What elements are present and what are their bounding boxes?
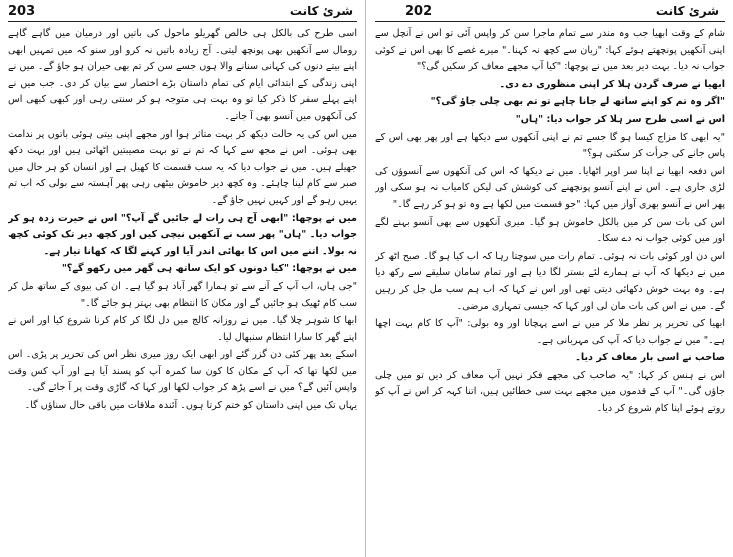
left-page [0, 0, 366, 557]
paragraph: اس کی بات سن کر میں بالکل خاموش ہو گیا۔ میری آنکھوں سے بھی آنسو بہنے لگے اور میں کوئی جواب نہ دے سکا۔ [375, 216, 725, 245]
left-header-rule [8, 21, 357, 22]
right-header-rule [375, 21, 725, 22]
paragraph: "جی ہاں، اب آپ کے آنے سے تو ہمارا گھر آباد ہو گیا ہے۔ ان کی بیوی کے ساتھ مل کر سب کام ٹھیک ہو جائیں گے اور مکان کا انتظام بھی بہتر ہو جائے گا۔" [8, 280, 357, 309]
paragraph: میں اس کی یہ حالت دیکھ کر بہت متاثر ہوا اور مجھے اپنی بیتی ہوئی باتوں پر ندامت بھی ہوئی۔ اس نے مجھ سے کہا کہ تم نے تو بہت مصیبتیں اٹھائی ہیں اور بہت دکھ جھیلے ہیں۔ میں نے جواب دیا کہ یہ سب قسمت کا کھیل ہے اور انسان کو ہر حال میں صبر سے کام لینا چاہئے۔ وہ کچھ دیر خاموش بیٹھی رہی پھر آہستہ سے بولی کہ اب تم یہیں رہو گے اور کہیں نہیں جاؤ گے۔ [8, 128, 357, 206]
paragraph: یہاں تک میں اپنی داستان کو ختم کرتا ہوں۔ آئندہ ملاقات میں باقی حال سناؤں گا۔ [24, 400, 357, 412]
paragraph: "یہ ابھی کا مزاج کیسا ہو گا جسے تم نے اپنی آنکھوں سے دیکھا ہے اور پھر بھی اس کے پاس جانے کی جرأت کر سکتی ہو؟" [375, 131, 725, 160]
paragraph: اس دفعہ ابھیا نے اپنا سر اوپر اٹھایا۔ میں نے دیکھا کہ اس کی آنکھوں سے آنسوؤں کی لڑی جاری ہے۔ اس نے اپنے آنسو پونچھنے کی کوشش کی لیکن کامیاب نہ ہو سکی اور پھر اس نے آنسو بھری آواز میں کہا: "جو قسمت میں لکھا ہے وہ تو ہو کر رہے گا۔" [375, 165, 725, 210]
paragraph: اسکے بعد پھر کئی دن گزر گئے اور ابھی ایک روز میری نظر اس کی تحریر پر پڑی۔ اس میں لکھا تھا کہ آپ کے مکان کا کون سا کمرہ آپ کو پسند آیا ہے اور آپ کس وقت واپس آئیں گے؟ میں نے اسے پڑھ کر جواب لکھا اور کہا کہ گاڑی وقت پر آ جائے گی۔ [8, 349, 357, 394]
dialog-line: ابھیا نے صرف گردن ہلا کر اپنی منظوری دے دی۔ [499, 78, 725, 90]
dialog-line: میں نے پوچھا: "کیا دونوں کو ایک ساتھ ہی گھر میں رکھو گے؟" [61, 263, 357, 275]
paragraph: اسی طرح کی بالکل ہی خالص گھریلو ماحول کی باتیں اور درمیان میں گاہے گاہے رومال سے آنکھیں بھی پونچھ لیتی۔ آج زیادہ باتیں نہ کرو اور سنو کہ میں تمہیں ابھی اپنے بیتے دنوں کی کہانی سنانے والا ہوں جسے سن کر تم بھی حیران ہو جاؤ گے۔ میں نے اپنی زندگی کے ابتدائی ایام کی تمام داستان بڑے اختصار سے بیان کر دی۔ جب میں نے اپنے پہلے سفر کا ذکر کیا تو وہ بہت ہی متوجہ ہو کر سنتی رہی اور کبھی کبھی اس کی آنکھوں میں آنسو بھی آ جاتے۔ [8, 28, 357, 122]
right-page [367, 0, 733, 557]
right-page-body [375, 26, 725, 555]
paragraph: اس نے ہنس کر کہا: "یہ صاحب کی مجھے فکر نہیں آپ معاف کر دیں تو میں چلی جاؤں گی۔" آپ کے قدموں میں مجھے بہت سی خطائیں ہیں، اتنا کہہ کر اس نے آپ کو روتے ہوئے اپنا کام شروع کر دیا۔ [375, 369, 725, 415]
paragraph: اس دن اور کوئی بات نہ ہوئی۔ تمام رات میں سوچتا رہا کہ اب کیا ہو گا۔ صبح اٹھ کر میں نے دیکھا کہ آپ نے ہمارے لئے بستر لگا دیا ہے اور تمام سامان سلیقے سے رکھ دیا ہے۔ وہ بہت خوش دکھائی دیتی تھی اور اس نے کہا کہ اب ہم سب مل جل کر رہیں گے۔ میں نے اس کی بات مان لی اور کہا کہ جیسی تمہاری مرضی۔ [375, 250, 725, 312]
right-running-title: شرئ کانت [655, 4, 719, 18]
paragraph: ابھا کا شوہر چلا گیا۔ میں نے روزانہ کالج میں دل لگا کر کام کرنا شروع کیا اور اس نے اپنے گھر کا سارا انتظام سنبھال لیا۔ [8, 315, 357, 343]
dialog-line: "اگر وہ تم کو اپنے ساتھ لے جانا چاہے تو تم بھی چلی جاؤ گی؟" [430, 96, 725, 108]
paragraph: شام کے وقت ابھیا جب وہ مندر سے تمام ماجرا سن کر واپس آئی تو اس نے آنچل سے اپنی آنکھیں پونچھتے ہوئے کہا: "زبان سے کچھ نہ کہنا۔" میرے غصے کا بھی اس نے کوئی جواب نہ دیا۔ بہت دیر بعد میں نے پوچھا: "کیا آپ مجھے معاف کر سکیں گی؟" [375, 28, 725, 73]
left-running-title: شرئ کانت [289, 4, 353, 18]
dialog-line: اس نے اسی طرح سر ہلا کر جواب دیا: "ہاں" [515, 113, 725, 125]
right-page-header [375, 4, 725, 22]
left-page-body [8, 26, 357, 555]
left-page-number: 203 [8, 4, 36, 19]
dialog-line: صاحب نے اسی بار معاف کر دیا۔ [575, 352, 725, 364]
dialog-line: میں نے پوچھا: "ابھی آج ہی رات لے جائیں گے آپ؟" اس نے حیرت زدہ ہو کر جواب دیا۔ "ہاں" پھر سب نے آنکھیں نیچی کیں اور کچھ دیر تک کوئی کچھ نہ بولا۔ اتنے میں اس کا بھائی اندر آیا اور کہنے لگا کہ کھانا تیار ہے۔ [8, 212, 357, 257]
paragraph: ابھیا کی تحریر پر نظر ملا کر میں نے اسے پہچانا اور وہ بولی: "آپ کا کام بہت اچھا ہے۔" میں نے جواب دیا کہ آپ کی مہربانی ہے۔ [375, 318, 725, 346]
right-page-number: 202 [405, 4, 433, 19]
left-page-header [8, 4, 357, 22]
